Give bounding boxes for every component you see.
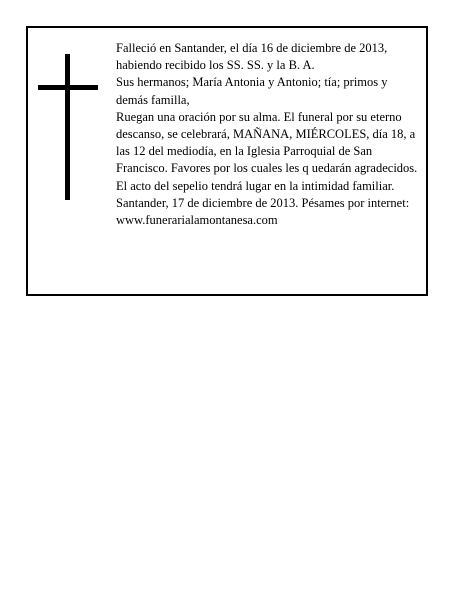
notice-text [116, 40, 418, 229]
place-date-condolences: Santander, 17 de diciembre de 2013. Pésames por internet: www.funerarialamontanesa.com [116, 195, 410, 228]
cross-icon [38, 54, 98, 200]
death-announcement: Falleció en Santander, el día 16 de diciembre de 2013, habiendo recibido los SS. SS. y la B. A. [116, 41, 388, 73]
cross-vertical-bar [65, 54, 70, 200]
cross-horizontal-bar [38, 85, 98, 90]
funeral-details: Ruegan una oración por su alma. El funeral por su eterno descanso, se celebrará, MAÑANA, MIÉRCOLES, día 18, a las 12 del mediodía, en la Iglesia Parroquial de San Francisco. Favores por los cuales les q uedarán agradecidos. El acto del sepelio tendrá lugar en la intimidad familiar. [116, 109, 418, 193]
family-list: Sus hermanos; María Antonia y Antonio; tía; primos y demás familla, [116, 75, 388, 107]
obituary-notice [26, 26, 428, 296]
